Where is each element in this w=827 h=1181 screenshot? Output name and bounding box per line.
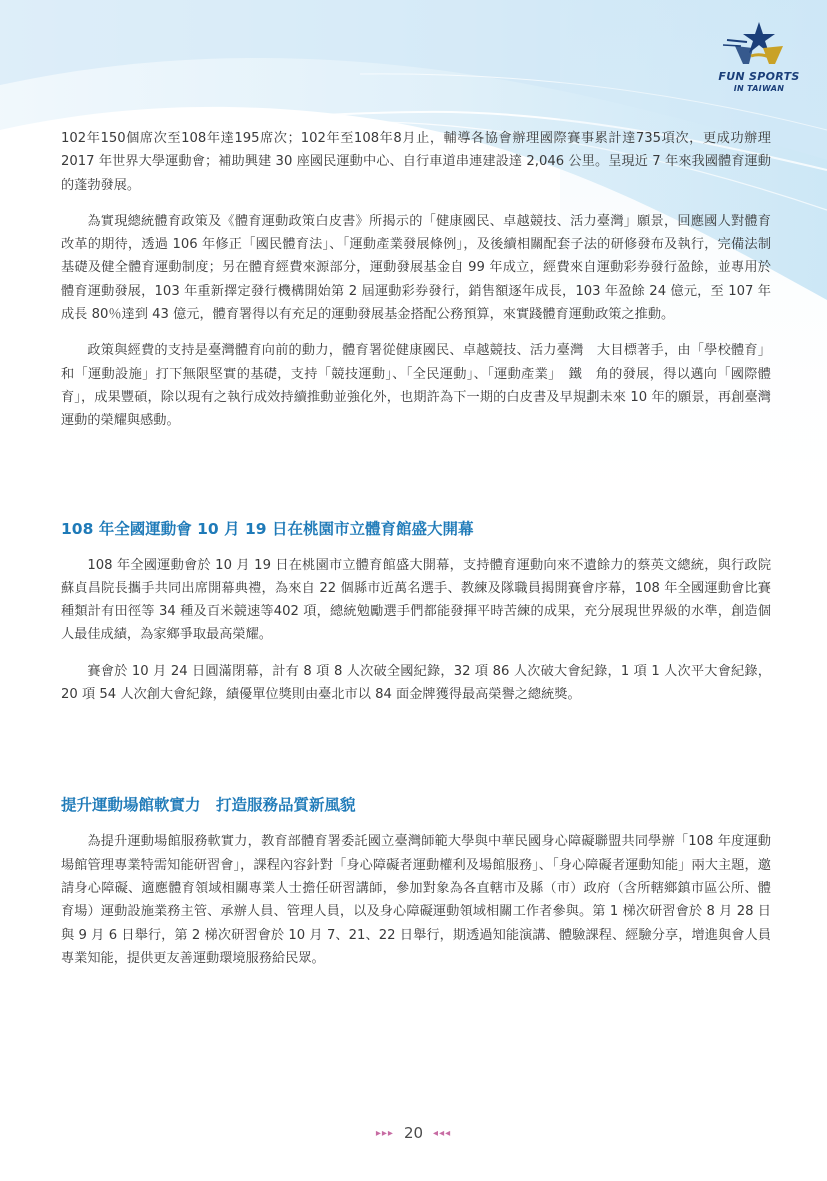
- left-arrows-icon: ▸▸▸: [375, 1128, 394, 1139]
- intro-paragraph-1: 102年150個席次至108年達195席次；102年至108年8月止，輔導各協會辦理國際賽事累計達735項次，更成功辦理 2017 年世界大學運動會；補助興建 30 座國民運動中心、自行車道串連建設達 2,046 公里。呈現近 7 年來我國體育運動的蓬勃發展。: [61, 131, 771, 193]
- section-heading-national-games: 108 年全國運動會 10 月 19 日在桃園市立體育館盛大開幕: [61, 519, 474, 538]
- page-number: 20: [403, 1124, 424, 1142]
- page-content: [61, 127, 771, 970]
- logo-subtitle: IN TAIWAN: [733, 84, 785, 93]
- venue-service-paragraph: 為提升運動場館服務軟實力，教育部體育署委託國立臺灣師範大學與中華民國身心障礙聯盟共同學辦「108 年度運動場館管理專業特需知能研習會」，課程內容針對「身心障礙者運動權利及場館服務」、「身心障礙者運動知能」兩大主題，邀請身心障礙、適應體育領域相關專業人士擔任研習講師，參加對象為各直轄市及縣（市）政府（含所轄鄉鎮市區公所、體育場）運動設施業務主管、承辦人員、管理人員，以及身心障礙運動領域相關工作者參與。第 1 梯次研習會於 8 月 28 日與 9 月 6 日舉行，第 2 梯次研習會於 10 月 7、21、22 日舉行，期透過知能演講、體驗課程、經驗分享，增進與會人員專業知能，提供更友善運動環境服務給民眾。: [61, 834, 771, 966]
- page-number-footer: [0, 1124, 827, 1142]
- section-heading-venue-service: 提升運動場館軟實力 打造服務品質新風貌: [61, 796, 356, 815]
- fun-sports-logo: [713, 18, 805, 98]
- intro-paragraph-2: 為實現總統體育政策及《體育運動政策白皮書》所揭示的「健康國民、卓越競技、活力臺灣」願景，回應國人對體育改革的期待，透過 106 年修正「國民體育法」、「運動產業發展條例」，及後續相關配套子法的研修發布及執行，完備法制基礎及健全體育運動制度；另在體育經費來源部分，運動發展基金自 99 年成立，經費來自運動彩券發行盈餘，並專用於體育運動發展，103 年重新擇定發行機構開始第 2 屆運動彩券發行，銷售額逐年成長，103 年盈餘 24 億元，至 107 年成長 80％達到 43 億元，體育署得以有充足的運動發展基金搭配公務預算，來實踐體育運動政策之推動。: [61, 213, 771, 323]
- intro-paragraph-3: 政策與經費的支持是臺灣體育向前的動力，體育署從健康國民、卓越競技、活力臺灣 大目標著手，由「學校體育」和「運動設施」打下無限堅實的基礎，支持「競技運動」、「全民運動」、「運動產業」 鐵 角的發展，得以邁向「國際體育」，成果豐碩，除以現有之執行成效持續推動並強化外，也期許為下一期的白皮書及早規劃未來 10 年的願景，再創臺灣運動的榮耀與感動。: [61, 343, 771, 429]
- logo-title: FUN SPORTS: [718, 70, 800, 83]
- national-games-paragraph-2: 賽會於 10 月 24 日圓滿閉幕，計有 8 項 8 人次破全國紀錄，32 項 86 人次破大會紀錄，1 項 1 人次平大會紀錄，20 項 54 人次創大會紀錄，績優單位獎則由臺北市以 84 面金牌獲得最高榮譽之總統獎。: [61, 663, 771, 703]
- right-arrows-icon: ◂◂◂: [433, 1128, 452, 1139]
- national-games-paragraph-1: 108 年全國運動會於 10 月 19 日在桃園市立體育館盛大開幕，支持體育運動向來不遺餘力的蔡英文總統，與行政院蘇貞昌院長攜手共同出席開幕典禮，為來自 22 個縣市近萬名選手、教練及隊職員揭開賽會序幕，108 年全國運動會比賽種類計有田徑等 34 種及百米競速等402 項，總統勉勵選手們都能發揮平時苦練的成果，充分展現世界級的水準，創造個人最佳成績，為家鄉爭取最高榮耀。: [61, 557, 771, 643]
- fun-sports-logo-icon: [713, 18, 805, 70]
